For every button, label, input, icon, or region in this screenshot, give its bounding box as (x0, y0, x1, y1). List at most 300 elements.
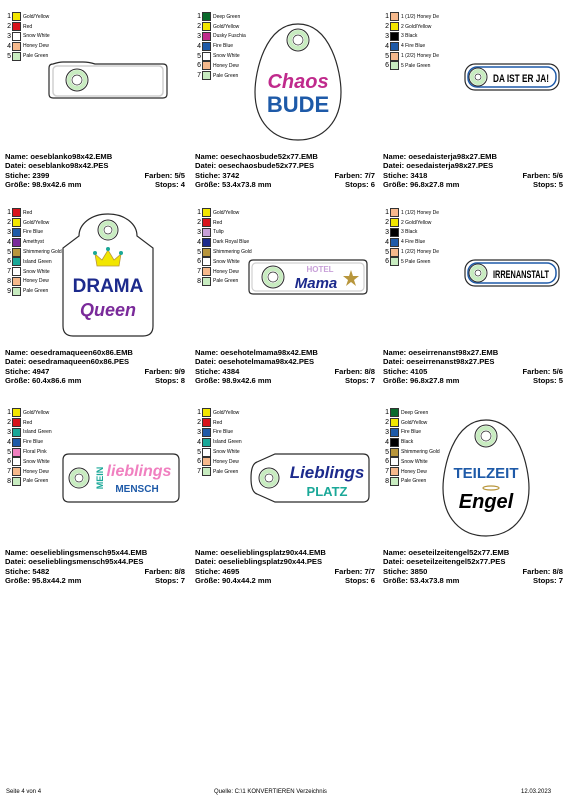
color-step-number: 5 (197, 52, 201, 60)
design-info (195, 548, 375, 585)
color-swatch (12, 22, 21, 31)
design-preview-box (411, 408, 561, 548)
color-step-number: 4 (197, 438, 201, 446)
color-name: 5 Pale Green (401, 62, 431, 69)
color-swatch (12, 228, 21, 237)
color-name: 2 Gold/Yellow (401, 23, 432, 30)
color-swatch (202, 277, 211, 286)
eyelet-hole (293, 35, 303, 45)
color-name: Red (23, 419, 33, 426)
design-card (195, 408, 375, 603)
color-name: Fire Blue (401, 429, 422, 436)
color-swatch (12, 208, 21, 217)
design-info (195, 152, 375, 189)
color-swatch (202, 32, 211, 41)
color-swatch (12, 277, 21, 286)
stop-count: Stops: 7 (155, 575, 185, 585)
design-card (5, 12, 185, 207)
design-size: Größe: 53.4x73.8 mm (195, 179, 272, 189)
design-name: Name: oesehotelmama98x42.EMB (195, 348, 318, 357)
color-step-number: 1 (385, 209, 389, 217)
stitch-count: Stiche: 2399 (5, 170, 50, 180)
color-step-number: 4 (197, 238, 201, 246)
color-swatch (390, 248, 399, 257)
color-name: Fire Blue (23, 439, 44, 446)
color-swatch (12, 257, 21, 266)
color-name: Red (213, 219, 223, 226)
design-preview-box (33, 408, 183, 548)
color-step-number: 6 (7, 258, 11, 266)
design-preview (33, 12, 183, 147)
color-swatch (202, 457, 211, 466)
design-preview-box (223, 208, 373, 348)
color-name: Gold/Yellow (401, 419, 428, 426)
stitch-count: Stiche: 4105 (383, 366, 428, 376)
design-info (383, 348, 563, 385)
color-step-number: 3 (7, 32, 11, 40)
design-name: Name: oesechaosbude52x77.EMB (195, 152, 318, 161)
color-swatch (390, 428, 399, 437)
color-step-number: 8 (7, 477, 11, 485)
design-file: Datei: oesedramaqueen60x86.PES (5, 357, 130, 367)
color-swatch (202, 238, 211, 247)
color-swatch (12, 448, 21, 457)
color-swatch (390, 52, 399, 61)
stitch-count: Stiche: 3418 (383, 170, 428, 180)
color-step-number: 4 (7, 42, 11, 50)
color-step-number: 7 (197, 268, 201, 276)
gem-icon (93, 251, 97, 255)
design-size: Größe: 98.9x42.6 mm (195, 375, 272, 385)
color-swatch (12, 287, 21, 296)
stitch-count: Stiche: 3742 (195, 170, 240, 180)
color-step-number: 3 (197, 32, 201, 40)
color-swatch (202, 257, 211, 266)
color-swatch (202, 42, 211, 51)
design-preview-box (411, 208, 561, 348)
color-name: Shimmering Gold (401, 449, 440, 456)
color-swatch (202, 71, 211, 80)
stop-count: Stops: 8 (155, 375, 185, 385)
color-name: Pale Green (23, 288, 49, 295)
color-swatch (390, 61, 399, 70)
color-swatch (390, 228, 399, 237)
design-size: Größe: 53.4x73.8 mm (383, 575, 460, 585)
color-name: Honey Dew (23, 43, 49, 50)
color-swatch (202, 52, 211, 61)
color-step-number: 4 (385, 438, 389, 446)
color-name: Honey Dew (401, 468, 427, 475)
color-name: 1 (2/2) Honey De (401, 53, 440, 60)
color-count: Farben: 8/8 (144, 566, 185, 576)
design-text-mama: Mama (294, 275, 338, 292)
design-preview-box (411, 12, 561, 152)
color-step-number: 4 (197, 42, 201, 50)
color-name: Honey Dew (213, 268, 239, 275)
stop-count: Stops: 7 (345, 375, 375, 385)
color-name: 5 Pale Green (401, 258, 431, 265)
stop-count: Stops: 6 (345, 179, 375, 189)
color-step-number: 2 (385, 23, 389, 31)
color-step-number: 4 (7, 238, 11, 246)
color-name: Red (23, 23, 33, 30)
eyelet-hole (104, 226, 112, 234)
color-name: Gold/Yellow (23, 219, 50, 226)
color-name: 1 (1/2) Honey De (401, 13, 440, 20)
color-name: 4 Fire Blue (401, 43, 426, 50)
color-name: Deep Green (213, 13, 241, 20)
color-swatch (202, 61, 211, 70)
color-swatch (390, 467, 399, 476)
color-name: 3 Black (401, 33, 418, 40)
color-swatch (12, 267, 21, 276)
color-swatch (12, 428, 21, 437)
design-name: Name: oeselieblingsmensch95x44.EMB (5, 548, 148, 557)
design-preview (33, 208, 183, 343)
eyelet-hole (75, 474, 83, 482)
color-swatch (202, 438, 211, 447)
design-text-hotel: HOTEL (306, 265, 334, 274)
color-step-number: 5 (7, 52, 11, 60)
design-name: Name: oeseteilzeitengel52x77.EMB (383, 548, 510, 557)
color-step-number: 9 (7, 287, 11, 295)
color-swatch (12, 467, 21, 476)
color-swatch (12, 12, 21, 21)
color-step-number: 6 (197, 458, 201, 466)
color-name: Gold/Yellow (213, 209, 240, 216)
color-name: Honey Dew (213, 458, 239, 465)
design-info (5, 348, 185, 385)
gem-icon (106, 247, 110, 251)
color-step-number: 2 (197, 23, 201, 31)
color-name: Pale Green (213, 278, 239, 285)
color-swatch (12, 52, 21, 61)
design-text-platz: PLATZ (306, 484, 348, 499)
color-swatch (12, 238, 21, 247)
color-step-number: 3 (197, 228, 201, 236)
color-name: Tulip (213, 229, 224, 236)
color-name: Snow White (213, 258, 240, 265)
color-swatch (12, 218, 21, 227)
color-name: Island Green (23, 429, 52, 436)
color-step-number: 7 (197, 72, 201, 80)
design-preview (223, 12, 373, 147)
design-text-lieblings: Lieblings (289, 463, 365, 482)
color-step-number: 1 (197, 209, 201, 217)
color-count: Farben: 5/5 (144, 170, 185, 180)
color-name: Black (401, 439, 414, 446)
color-step-number: 6 (385, 258, 389, 266)
color-step-number: 7 (385, 468, 389, 476)
color-swatch (202, 418, 211, 427)
color-step-number: 5 (385, 448, 389, 456)
color-count: Farben: 8/8 (334, 366, 375, 376)
eyelet-hole (268, 272, 278, 282)
design-text-engel: Engel (458, 491, 514, 513)
color-name: Deep Green (401, 409, 429, 416)
color-name: Shimmering Gold (213, 249, 252, 256)
color-name: Gold/Yellow (213, 409, 240, 416)
color-step-number: 3 (197, 428, 201, 436)
color-step-number: 3 (385, 32, 389, 40)
color-swatch (202, 408, 211, 417)
stitch-count: Stiche: 4695 (195, 566, 240, 576)
design-info (5, 152, 185, 189)
color-step-number: 5 (197, 448, 201, 456)
color-name: Fire Blue (213, 43, 234, 50)
color-step-number: 4 (385, 238, 389, 246)
color-swatch (390, 218, 399, 227)
design-text-mein: MEIN (95, 466, 105, 490)
color-step-number: 1 (197, 409, 201, 417)
design-name: Name: oeselieblingsplatz90x44.EMB (195, 548, 326, 557)
color-name: Fire Blue (213, 429, 234, 436)
color-swatch (202, 22, 211, 31)
color-step-number: 3 (385, 228, 389, 236)
design-preview-box (223, 12, 373, 152)
color-step-number: 2 (197, 419, 201, 427)
color-step-number: 6 (385, 458, 389, 466)
print-date: 12.03.2023 (521, 789, 552, 795)
design-preview (223, 408, 373, 543)
color-step-number: 5 (7, 248, 11, 256)
color-swatch (202, 248, 211, 257)
stitch-count: Stiche: 3850 (383, 566, 428, 576)
color-step-number: 5 (385, 52, 389, 60)
color-step-number: 5 (7, 448, 11, 456)
design-size: Größe: 98.9x42.6 mm (5, 179, 82, 189)
color-name: 1 (2/2) Honey De (401, 249, 440, 256)
color-name: Gold/Yellow (23, 409, 50, 416)
color-step-number: 2 (385, 219, 389, 227)
design-file: Datei: oeseteilzeitengel52x77.PES (383, 557, 506, 567)
design-preview (411, 208, 561, 343)
color-name: 2 Gold/Yellow (401, 219, 432, 226)
color-name: Gold/Yellow (213, 23, 240, 30)
design-card (383, 12, 563, 207)
design-text-drama: DRAMA (72, 276, 144, 297)
design-name: Name: oeseblanko98x42.EMB (5, 152, 113, 161)
design-preview-box (223, 408, 373, 548)
color-swatch (202, 208, 211, 217)
color-count: Farben: 9/9 (144, 366, 185, 376)
gem-icon (119, 251, 123, 255)
color-name: Honey Dew (23, 468, 49, 475)
color-count: Farben: 5/6 (522, 170, 563, 180)
design-file: Datei: oeseirrenanst98x27.PES (383, 357, 495, 367)
color-count: Farben: 7/7 (334, 170, 375, 180)
color-swatch (390, 12, 399, 21)
design-size: Größe: 60.4x86.6 mm (5, 375, 82, 385)
design-file: Datei: oeselieblingsmensch95x44.PES (5, 557, 144, 567)
color-name: Pale Green (23, 53, 49, 60)
design-preview-box (33, 12, 183, 152)
color-step-number: 6 (385, 62, 389, 70)
color-swatch (12, 408, 21, 417)
design-card (5, 208, 185, 403)
color-step-number: 7 (7, 468, 11, 476)
design-file: Datei: oeseblanko98x42.PES (5, 161, 109, 171)
color-name: Amethyst (23, 239, 44, 246)
color-swatch (202, 218, 211, 227)
color-name: Pale Green (401, 478, 427, 485)
color-step-number: 3 (385, 428, 389, 436)
design-info (5, 548, 185, 585)
color-step-number: 5 (385, 248, 389, 256)
color-name: Honey Dew (23, 278, 49, 285)
stop-count: Stops: 4 (155, 179, 185, 189)
stitch-count: Stiche: 4947 (5, 366, 50, 376)
color-step-number: 7 (7, 268, 11, 276)
design-card (195, 208, 375, 403)
design-card (195, 12, 375, 207)
color-step-number: 8 (385, 477, 389, 485)
color-name: Snow White (23, 458, 50, 465)
design-card (5, 408, 185, 603)
eyelet-hole (475, 270, 481, 276)
color-name: Snow White (213, 53, 240, 60)
color-step-number: 2 (7, 419, 11, 427)
color-name: Pale Green (23, 478, 49, 485)
color-swatch (12, 438, 21, 447)
color-step-number: 8 (197, 277, 201, 285)
color-swatch (390, 32, 399, 41)
color-count: Farben: 7/7 (334, 566, 375, 576)
color-step-number: 7 (197, 468, 201, 476)
stop-count: Stops: 7 (533, 575, 563, 585)
color-step-number: 4 (385, 42, 389, 50)
design-size: Größe: 90.4x44.2 mm (195, 575, 272, 585)
design-text-tag: IRRENANSTALT (493, 269, 550, 281)
color-step-number: 2 (197, 219, 201, 227)
color-swatch (390, 457, 399, 466)
stitch-count: Stiche: 4384 (195, 366, 240, 376)
page-number: Seite 4 von 4 (6, 789, 42, 795)
eyelet-hole (265, 474, 273, 482)
color-swatch (390, 257, 399, 266)
stitch-count: Stiche: 5482 (5, 566, 50, 576)
color-name: Floral Pink (23, 449, 47, 456)
design-text-mensch: MENSCH (115, 484, 159, 495)
design-preview (411, 408, 561, 543)
design-size: Größe: 95.8x44.2 mm (5, 575, 82, 585)
color-swatch (12, 32, 21, 41)
design-text-teilzeit: TEILZEIT (453, 465, 519, 482)
color-count: Farben: 5/6 (522, 366, 563, 376)
color-swatch (202, 467, 211, 476)
color-step-number: 1 (197, 13, 201, 21)
color-step-number: 1 (7, 409, 11, 417)
design-size: Größe: 96.8x27.8 mm (383, 179, 460, 189)
color-step-number: 1 (385, 13, 389, 21)
eyelet-hole (475, 74, 481, 80)
color-swatch (12, 477, 21, 486)
design-preview-box (33, 208, 183, 348)
design-info (383, 152, 563, 189)
stop-count: Stops: 5 (533, 375, 563, 385)
color-step-number: 1 (7, 13, 11, 21)
design-text-lieblings: lieblings (106, 463, 172, 480)
color-name: Fire Blue (23, 229, 44, 236)
design-name: Name: oesedaisterja98x27.EMB (383, 152, 497, 161)
color-name: Snow White (213, 449, 240, 456)
color-name: 3 Black (401, 229, 418, 236)
design-file: Datei: oesehotelmama98x42.PES (195, 357, 315, 367)
color-name: Snow White (401, 458, 428, 465)
color-swatch (390, 408, 399, 417)
color-name: Island Green (23, 258, 52, 265)
color-swatch (12, 457, 21, 466)
design-preview (33, 408, 183, 543)
design-info (195, 348, 375, 385)
color-swatch (390, 477, 399, 486)
color-name: Snow White (23, 33, 50, 40)
eyelet-hole (481, 431, 491, 441)
color-name: Dusky Fuschia (213, 33, 246, 40)
color-swatch (202, 428, 211, 437)
color-step-number: 2 (385, 419, 389, 427)
color-step-number: 6 (7, 458, 11, 466)
color-step-number: 1 (385, 409, 389, 417)
design-name: Name: oesedramaqueen60x86.EMB (5, 348, 133, 357)
stop-count: Stops: 5 (533, 179, 563, 189)
color-name: Gold/Yellow (23, 13, 50, 20)
color-swatch (12, 42, 21, 51)
source-path: Quelle: C:\1 KONVERTIEREN Verzeichnis (214, 789, 327, 795)
color-name: Pale Green (213, 72, 239, 79)
color-step-number: 4 (7, 438, 11, 446)
design-size: Größe: 96.8x27.8 mm (383, 375, 460, 385)
color-swatch (202, 12, 211, 21)
color-name: 4 Fire Blue (401, 239, 426, 246)
color-swatch (202, 448, 211, 457)
color-step-number: 6 (197, 258, 201, 266)
color-name: Snow White (23, 268, 50, 275)
color-step-number: 5 (197, 248, 201, 256)
color-swatch (390, 208, 399, 217)
color-name: Honey Dew (213, 62, 239, 69)
design-text-bude: BUDE (266, 92, 330, 117)
color-swatch (390, 418, 399, 427)
color-step-number: 8 (7, 277, 11, 285)
color-swatch (390, 238, 399, 247)
design-text-tag: DA IST ER JA! (493, 73, 549, 85)
color-step-number: 2 (7, 219, 11, 227)
color-step-number: 3 (7, 228, 11, 236)
design-info (383, 548, 563, 585)
color-swatch (390, 22, 399, 31)
color-swatch (390, 448, 399, 457)
color-step-number: 1 (7, 209, 11, 217)
design-card (383, 408, 563, 603)
eyelet-hole (72, 75, 82, 85)
color-swatch (12, 418, 21, 427)
design-preview (223, 208, 373, 343)
color-name: Dark Royal Blue (213, 239, 250, 246)
color-name: Red (23, 209, 33, 216)
design-text-queen: Queen (79, 300, 137, 320)
stop-count: Stops: 6 (345, 575, 375, 585)
color-name: 1 (1/2) Honey De (401, 209, 440, 216)
color-swatch (12, 248, 21, 257)
color-step-number: 2 (7, 23, 11, 31)
design-file: Datei: oesedaisterja98x27.PES (383, 161, 494, 171)
color-name: Shimmering Gold (23, 249, 62, 256)
design-file: Datei: oeselieblingsplatz90x44.PES (195, 557, 323, 567)
design-file: Datei: oesechaosbude52x77.PES (195, 161, 315, 171)
color-swatch (390, 42, 399, 51)
color-name: Pale Green (213, 468, 239, 475)
